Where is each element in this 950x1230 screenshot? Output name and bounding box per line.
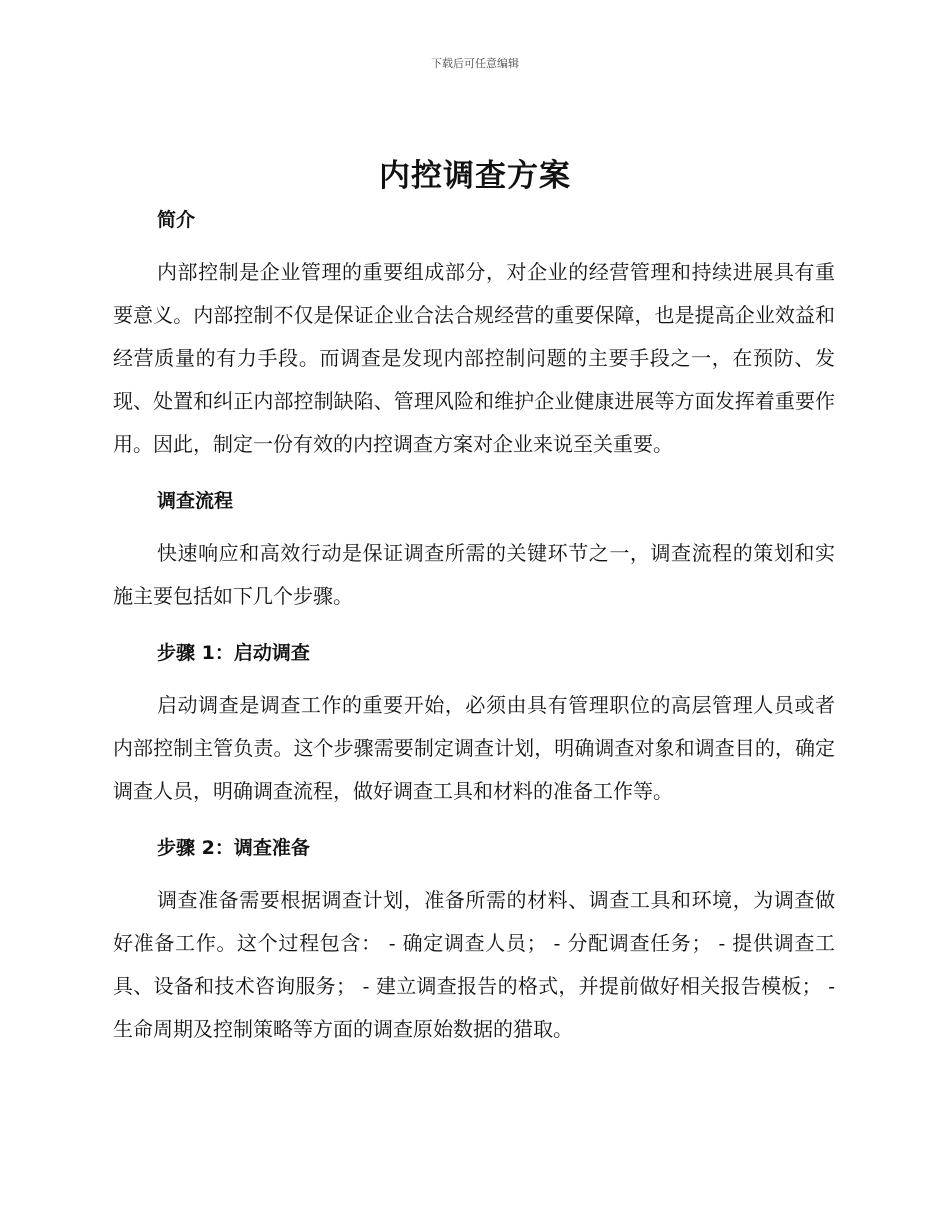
paragraph-intro: 内部控制是企业管理的重要组成部分，对企业的经营管理和持续进展具有重要意义。内部控制不仅是保证企业合法合规经营的重要保障，也是提高企业效益和经营质量的有力手段。而调查是发现内部控制问题的主要手段之一，在预防、发现、处置和纠正内部控制缺陷、管理风险和维护企业健康进展等方面发挥着重要作用。因此，制定一份有效的内控调查方案对企业来说至关重要。 [113,260,835,456]
document-title: 内控调查方案 [379,158,571,194]
section-heading-step1: 步骤 1：启动调查 [157,642,310,664]
paragraph-step2: 调查准备需要根据调查计划，准备所需的材料、调查工具和环境，为调查做好准备工作。这个过程包含： - 确定调查人员； - 分配调查任务； - 提供调查工具、设备和技术咨询服务； - 建立调查报告的格式，并提前做好相关报告模板； - 生命周期及控制策略等方面的调查原始数据的猎取。 [113,888,835,1041]
section-heading-intro: 简介 [157,209,196,231]
paragraph-process: 快速响应和高效行动是保证调查所需的关键环节之一，调查流程的策划和实施主要包括如下几个步骤。 [113,541,835,608]
document-body [113,203,835,1051]
paragraph-step1: 启动调查是调查工作的重要开始，必须由具有管理职位的高层管理人员或者内部控制主管负责。这个步骤需要制定调查计划，明确调查对象和调查目的，确定调查人员，明确调查流程，做好调查工具和材料的准备工作等。 [113,693,835,803]
section-heading-step2: 步骤 2：调查准备 [157,837,310,859]
header-note: 下载后可任意编辑 [431,57,519,70]
section-heading-process: 调查流程 [157,490,234,512]
